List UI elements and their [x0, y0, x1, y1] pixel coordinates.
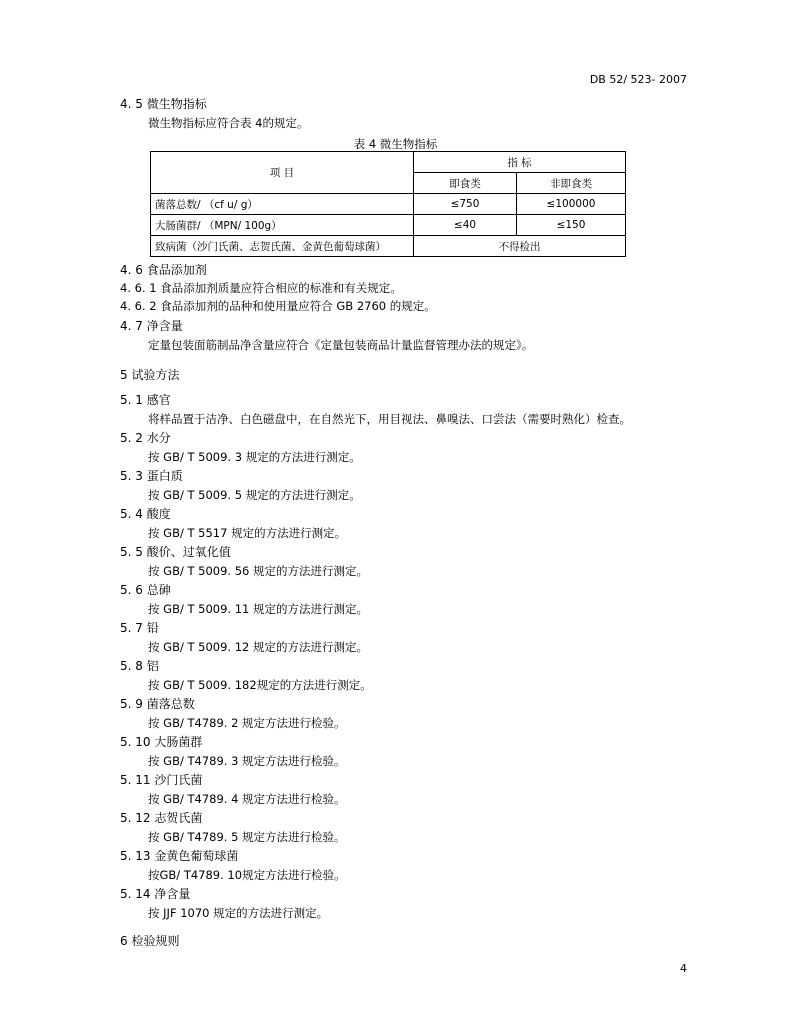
- section-body-5-3: 按 GB/ T 5009. 5 规定的方法进行测定。: [148, 488, 361, 502]
- header-item: 项 目: [151, 152, 414, 194]
- section-heading-5-2: 5. 2 水分: [120, 431, 171, 445]
- section-heading-5-5: 5. 5 酸价、过氧化值: [120, 545, 231, 559]
- table-header-row: [151, 152, 626, 173]
- section-heading-4-7: 4. 7 净含量: [120, 319, 183, 333]
- section-heading-5-13: 5. 13 金黄色葡萄球菌: [120, 849, 239, 863]
- section-body-5-12: 按 GB/ T4789. 5 规定方法进行检验。: [148, 830, 346, 844]
- row-ready: ≤750: [414, 194, 517, 215]
- section-heading-5-3: 5. 3 蛋白质: [120, 469, 183, 483]
- document-id: DB 52/ 523- 2007: [589, 73, 687, 86]
- section-body-4-5: 微生物指标应符合表 4的规定。: [148, 116, 309, 130]
- section-body-5-10: 按 GB/ T4789. 3 规定方法进行检验。: [148, 754, 346, 768]
- section-heading-5-12: 5. 12 志贺氏菌: [120, 811, 203, 825]
- header-index: 指 标: [414, 152, 626, 173]
- subheader-not-ready-to-eat: 非即食类: [517, 173, 626, 194]
- section-body-5-6: 按 GB/ T 5009. 11 规定的方法进行测定。: [148, 602, 369, 616]
- table-caption: 表 4 微生物指标: [353, 137, 438, 151]
- section-body-5-14: 按 JJF 1070 规定的方法进行测定。: [148, 906, 329, 920]
- section-body-5-1: 将样品置于洁净、白色磁盘中，在自然光下，用目视法、鼻嗅法、口尝法（需要时熟化）检查。: [148, 412, 631, 426]
- section-body-5-13: 按GB/ T4789. 10规定方法进行检验。: [148, 868, 346, 882]
- section-body-5-9: 按 GB/ T4789. 2 规定方法进行检验。: [148, 716, 346, 730]
- section-heading-4-6: 4. 6 食品添加剂: [120, 263, 207, 277]
- section-heading-5-4: 5. 4 酸度: [120, 507, 171, 521]
- chapter-heading-5: 5 试验方法: [120, 368, 180, 382]
- section-heading-5-14: 5. 14 净含量: [120, 887, 191, 901]
- section-body-5-7: 按 GB/ T 5009. 12 规定的方法进行测定。: [148, 640, 369, 654]
- row-merged-value: 不得检出: [414, 236, 626, 257]
- section-body-5-11: 按 GB/ T4789. 4 规定方法进行检验。: [148, 792, 346, 806]
- row-ready: ≤40: [414, 215, 517, 236]
- chapter-heading-6: 6 检验规则: [120, 934, 180, 948]
- section-body-5-8: 按 GB/ T 5009. 182规定的方法进行测定。: [148, 678, 372, 692]
- table-row: [151, 194, 626, 215]
- section-body-5-4: 按 GB/ T 5517 规定的方法进行测定。: [148, 526, 347, 540]
- row-item: 致病菌（沙门氏菌、志贺氏菌、金黄色葡萄球菌）: [151, 236, 414, 257]
- row-not-ready: ≤150: [517, 215, 626, 236]
- subheader-ready-to-eat: 即食类: [414, 173, 517, 194]
- microbial-index-table: [150, 151, 626, 257]
- section-heading-5-9: 5. 9 菌落总数: [120, 697, 195, 711]
- section-heading-5-6: 5. 6 总砷: [120, 583, 171, 597]
- page-number: 4: [680, 962, 687, 975]
- section-heading-5-11: 5. 11 沙门氏菌: [120, 773, 203, 787]
- section-heading-5-7: 5. 7 铅: [120, 621, 159, 635]
- row-not-ready: ≤100000: [517, 194, 626, 215]
- clause-4-6-2: 4. 6. 2 食品添加剂的品种和使用量应符合 GB 2760 的规定。: [120, 299, 436, 313]
- section-body-5-5: 按 GB/ T 5009. 56 规定的方法进行测定。: [148, 564, 369, 578]
- section-body-4-7: 定量包装面筋制品净含量应符合《定量包装商品计量监督管理办法的规定》。: [148, 338, 534, 352]
- section-heading-5-1: 5. 1 感官: [120, 393, 171, 407]
- section-heading-5-10: 5. 10 大肠菌群: [120, 735, 203, 749]
- section-body-5-2: 按 GB/ T 5009. 3 规定的方法进行测定。: [148, 450, 361, 464]
- row-item: 菌落总数/ （cf u/ g）: [151, 194, 414, 215]
- table-row: [151, 215, 626, 236]
- clause-4-6-1: 4. 6. 1 食品添加剂质量应符合相应的标准和有关规定。: [120, 281, 402, 295]
- table-row: [151, 236, 626, 257]
- row-item: 大肠菌群/ （MPN/ 100g）: [151, 215, 414, 236]
- section-heading-5-8: 5. 8 铝: [120, 659, 159, 673]
- section-heading-4-5: 4. 5 微生物指标: [120, 97, 207, 111]
